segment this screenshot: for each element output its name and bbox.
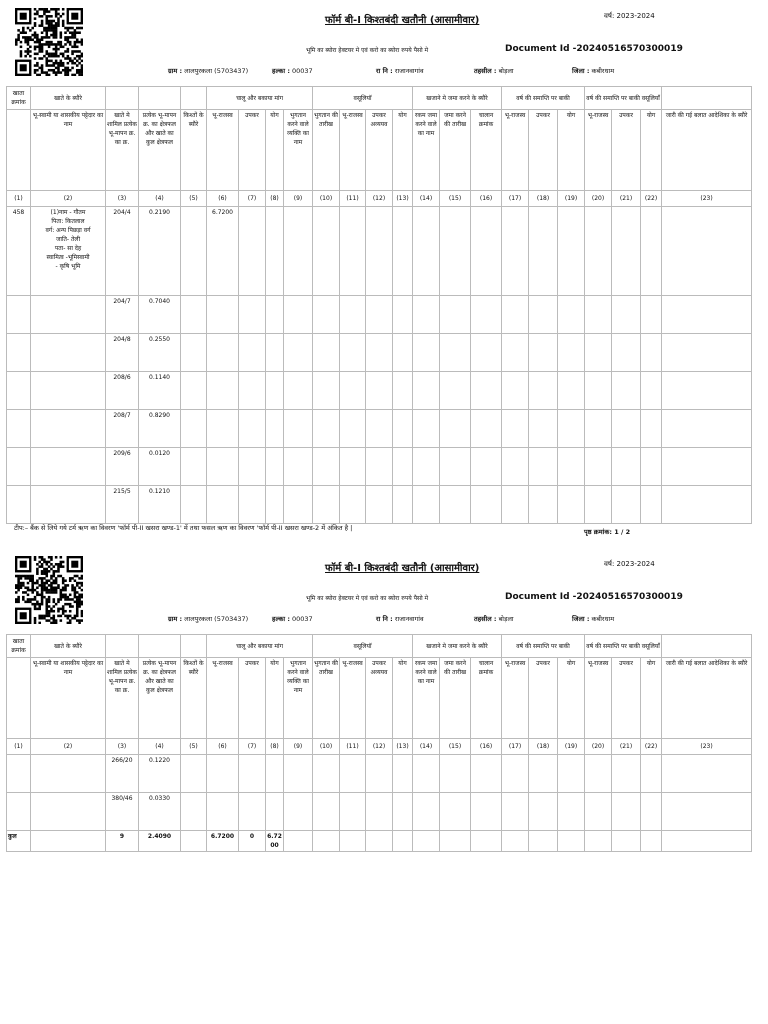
bhu-rajasva-value: 6.7200 [207, 207, 239, 296]
col-upkar: उपकर [239, 110, 266, 191]
col-khata-kramank: खाता क्रमांक [7, 635, 31, 658]
khasra-number: 215/5 [106, 486, 139, 524]
col-chalu-bakaya: चालू और बकाया मांग [207, 635, 313, 658]
page-number: पृष्ठ क्रमांक: 1 / 2 [584, 528, 631, 536]
halka-info: हल्का : 00037 [272, 615, 313, 623]
khasra-area: 0.1140 [139, 372, 181, 410]
col-baki-vasuli-yog: योग [641, 658, 662, 739]
khasra-number: 209/6 [106, 448, 139, 486]
col-khasra-no: खाते मे शामिल प्रत्येक भू-मापन क्र. का क्र. [106, 110, 139, 191]
col-vasuliyan: वसूलियॉ [313, 635, 413, 658]
col-yog: योग [266, 110, 284, 191]
col-owner-name: भू-स्वामी या शासकीय पट्टेदार का नाम [31, 110, 106, 191]
col-baki-vasuli-bhu-rajasva: भू-राजस्व [585, 110, 612, 191]
table-row [7, 372, 752, 410]
col-vasuli-upkar: उपकर अव्ययव [366, 110, 393, 191]
khasra-number: 208/7 [106, 410, 139, 448]
col-baki-upkar: उपकर [529, 658, 558, 739]
khasra-area: 0.2190 [139, 207, 181, 296]
col-khajane: खजाने मे जमा करने के ब्यौरे [413, 87, 502, 110]
total-bhu-rajasva: 6.7200 [207, 831, 239, 852]
rani-info: रा नि : राजानवागांव [376, 67, 424, 75]
table-row [7, 486, 752, 524]
year-label: वर्ष: 2023-2024 [604, 560, 655, 568]
tehsil-info: तहसील : बोड़ला [474, 615, 514, 623]
col-baki-vasuli-upkar: उपकर [612, 110, 641, 191]
col-bhu-rajasva: भू-राजस्व [207, 110, 239, 191]
column-number-row: (1) (2) (3) (4) (5) (6) (7) (8) (9) (10) (11) (12) (13) (14) (15) (16) (17) (18) (19) (20) (21) (22) (23) [7, 191, 752, 207]
table-row [7, 410, 752, 448]
table-row [7, 448, 752, 486]
col-baki-bhu-rajasva: भू-राजस्व [502, 110, 529, 191]
col-varsh-baki: वर्ष की समाप्ति पर बाकी [502, 635, 585, 658]
total-area: 2.4090 [139, 831, 181, 852]
khasra-number: 380/46 [106, 793, 139, 831]
table-row [7, 296, 752, 334]
footer-note: टीप:– बैंक से लिये गये टर्म ऋण का विवरण 'फॉर्म पी-II खसरा खण्ड-1' में तथा फसल ऋण का विवरण 'फॉर्म पी-II खसरा खण्ड-2 में अंकित है | [14, 524, 353, 532]
gram-info: ग्राम : लालपुरकला (5703437) [168, 615, 249, 623]
document-id: Document Id -20240516570300019 [505, 592, 683, 602]
col-payment-date: भुगतान की तारीख [313, 658, 340, 739]
column-number-row: (1) (2) (3) (4) (5) (6) (7) (8) (9) (10) (11) (12) (13) (14) (15) (16) (17) (18) (19) (20) (21) (22) (23) [7, 739, 752, 755]
tehsil-info: तहसील : बोड़ला [474, 67, 514, 75]
col-yog: योग [266, 658, 284, 739]
table-row [7, 755, 752, 793]
khatauni-table [6, 86, 752, 524]
table-row [7, 334, 752, 372]
col-challan-no: चालान क्रमांक [471, 658, 502, 739]
col-khasra-no: खाते मे शामिल प्रत्येक भू-मापन क्र. का क्र. [106, 658, 139, 739]
col-owner-name: भू-स्वामी या शासकीय पट्टेदार का नाम [31, 658, 106, 739]
halka-info: हल्का : 00037 [272, 67, 313, 75]
col-bhu-rajasva: भू-राजस्व [207, 658, 239, 739]
khasra-area: 0.8290 [139, 410, 181, 448]
col-baki-vasuli-yog: योग [641, 110, 662, 191]
col-varsh-baki-vasuliyan: वर्ष की समाप्ति पर बाकी वसूलियाँ [585, 87, 662, 110]
zila-info: जिला : कबीरधाम [572, 615, 615, 623]
document-id: Document Id -20240516570300019 [505, 44, 683, 54]
khasra-area: 0.1220 [139, 755, 181, 793]
year-label: वर्ष: 2023-2024 [604, 12, 655, 20]
col-varsh-baki: वर्ष की समाप्ति पर बाकी [502, 87, 585, 110]
col-depositor-name: रकम जमा करने वाले का नाम [413, 658, 440, 739]
total-upkar: 0 [239, 831, 266, 852]
col-baki-upkar: उपकर [529, 110, 558, 191]
page-2 [0, 548, 768, 1024]
col-payer-name: भुगतान करने वाले व्यक्ति का नाम [284, 110, 313, 191]
rani-info: रा नि : राजानवागांव [376, 615, 424, 623]
total-row [7, 831, 752, 852]
col-khajane: खजाने मे जमा करने के ब्यौरे [413, 635, 502, 658]
col-khate-ke-byore: खाते के ब्यौरे [31, 87, 106, 110]
khasra-number: 204/8 [106, 334, 139, 372]
col-kishton: किश्तों के ब्यौरे [181, 658, 207, 739]
col-varsh-baki-vasuliyan: वर्ष की समाप्ति पर बाकी वसूलियाँ [585, 635, 662, 658]
col-balat-adeshika: जारी की गई बलात आदेशिका के ब्यौरे [662, 110, 752, 191]
form-title: फॉर्म बी-I किश्तबंदी खतौनी (आसामीवार) [325, 15, 480, 26]
units-description: भूमि का ब्योरा हेक्टयर मे एवं करो का ब्योरा रुपये पैसो मे [306, 595, 429, 602]
khasra-number: 266/20 [106, 755, 139, 793]
col-vasuli-bhu-rajasva: भू-राजस्व [340, 110, 366, 191]
col-khata-kramank: खाता क्रमांक [7, 87, 31, 110]
col-vasuli-bhu-rajasva: भू-राजस्व [340, 658, 366, 739]
qr-code-image [15, 8, 83, 76]
col-chalu-bakaya: चालू और बकाया मांग [207, 87, 313, 110]
col-vasuliyan: वसूलियॉ [313, 87, 413, 110]
khatauni-table [6, 634, 752, 852]
khasra-number: 204/4 [106, 207, 139, 296]
col-khate-ke-byore: खाते के ब्यौरे [31, 635, 106, 658]
khata-number: 458 [7, 207, 31, 296]
total-yog: 6.7200 [266, 831, 284, 852]
owner-details: (1)नाम - गौतम पिता: कितलाल वर्ग: अन्य पिछड़ा वर्ग जाति- तेली पता- सा देह स्वामित्व -भूमिस्वामी - कृषि भूमि [31, 207, 106, 296]
table-row [7, 793, 752, 831]
khasra-area: 0.2550 [139, 334, 181, 372]
khasra-area: 0.1210 [139, 486, 181, 524]
khasra-area: 0.0330 [139, 793, 181, 831]
col-payment-date: भुगतान की तारीख [313, 110, 340, 191]
col-deposit-date: जमा करने की तारीख [440, 110, 471, 191]
total-label: कुल [7, 831, 31, 852]
col-vasuli-upkar: उपकर अव्ययव [366, 658, 393, 739]
col-baki-vasuli-bhu-rajasva: भू-राजस्व [585, 658, 612, 739]
col-baki-bhu-rajasva: भू-राजस्व [502, 658, 529, 739]
total-khasra-count: 9 [106, 831, 139, 852]
col-vasuli-yog: योग [393, 110, 413, 191]
col-baki-yog: योग [558, 658, 585, 739]
col-balat-adeshika: जारी की गई बलात आदेशिका के ब्यौरे [662, 658, 752, 739]
khasra-area: 0.7040 [139, 296, 181, 334]
gram-info: ग्राम : लालपुरकला (5703437) [168, 67, 249, 75]
qr-code-image [15, 556, 83, 624]
col-vasuli-yog: योग [393, 658, 413, 739]
col-deposit-date: जमा करने की तारीख [440, 658, 471, 739]
khasra-area: 0.0120 [139, 448, 181, 486]
col-area: प्रत्येक भू-मापन क्र. का क्षेत्रफल और खाते का कुल क्षेत्रफल [139, 658, 181, 739]
col-upkar: उपकर [239, 658, 266, 739]
zila-info: जिला : कबीरधाम [572, 67, 615, 75]
table-row [7, 207, 752, 296]
col-area: प्रत्येक भू-मापन क्र. का क्षेत्रफल और खाते का कुल क्षेत्रफल [139, 110, 181, 191]
khasra-number: 204/7 [106, 296, 139, 334]
col-payer-name: भुगतान करने वाले व्यक्ति का नाम [284, 658, 313, 739]
col-depositor-name: रकम जमा करने वाले का नाम [413, 110, 440, 191]
khasra-number: 208/6 [106, 372, 139, 410]
col-baki-yog: योग [558, 110, 585, 191]
col-kishton: किश्तों के ब्यौरे [181, 110, 207, 191]
form-title: फॉर्म बी-I किश्तबंदी खतौनी (आसामीवार) [325, 563, 480, 574]
col-challan-no: चालान क्रमांक [471, 110, 502, 191]
units-description: भूमि का ब्योरा हेक्टयर मे एवं करो का ब्योरा रुपये पैसो मे [306, 47, 429, 54]
col-baki-vasuli-upkar: उपकर [612, 658, 641, 739]
